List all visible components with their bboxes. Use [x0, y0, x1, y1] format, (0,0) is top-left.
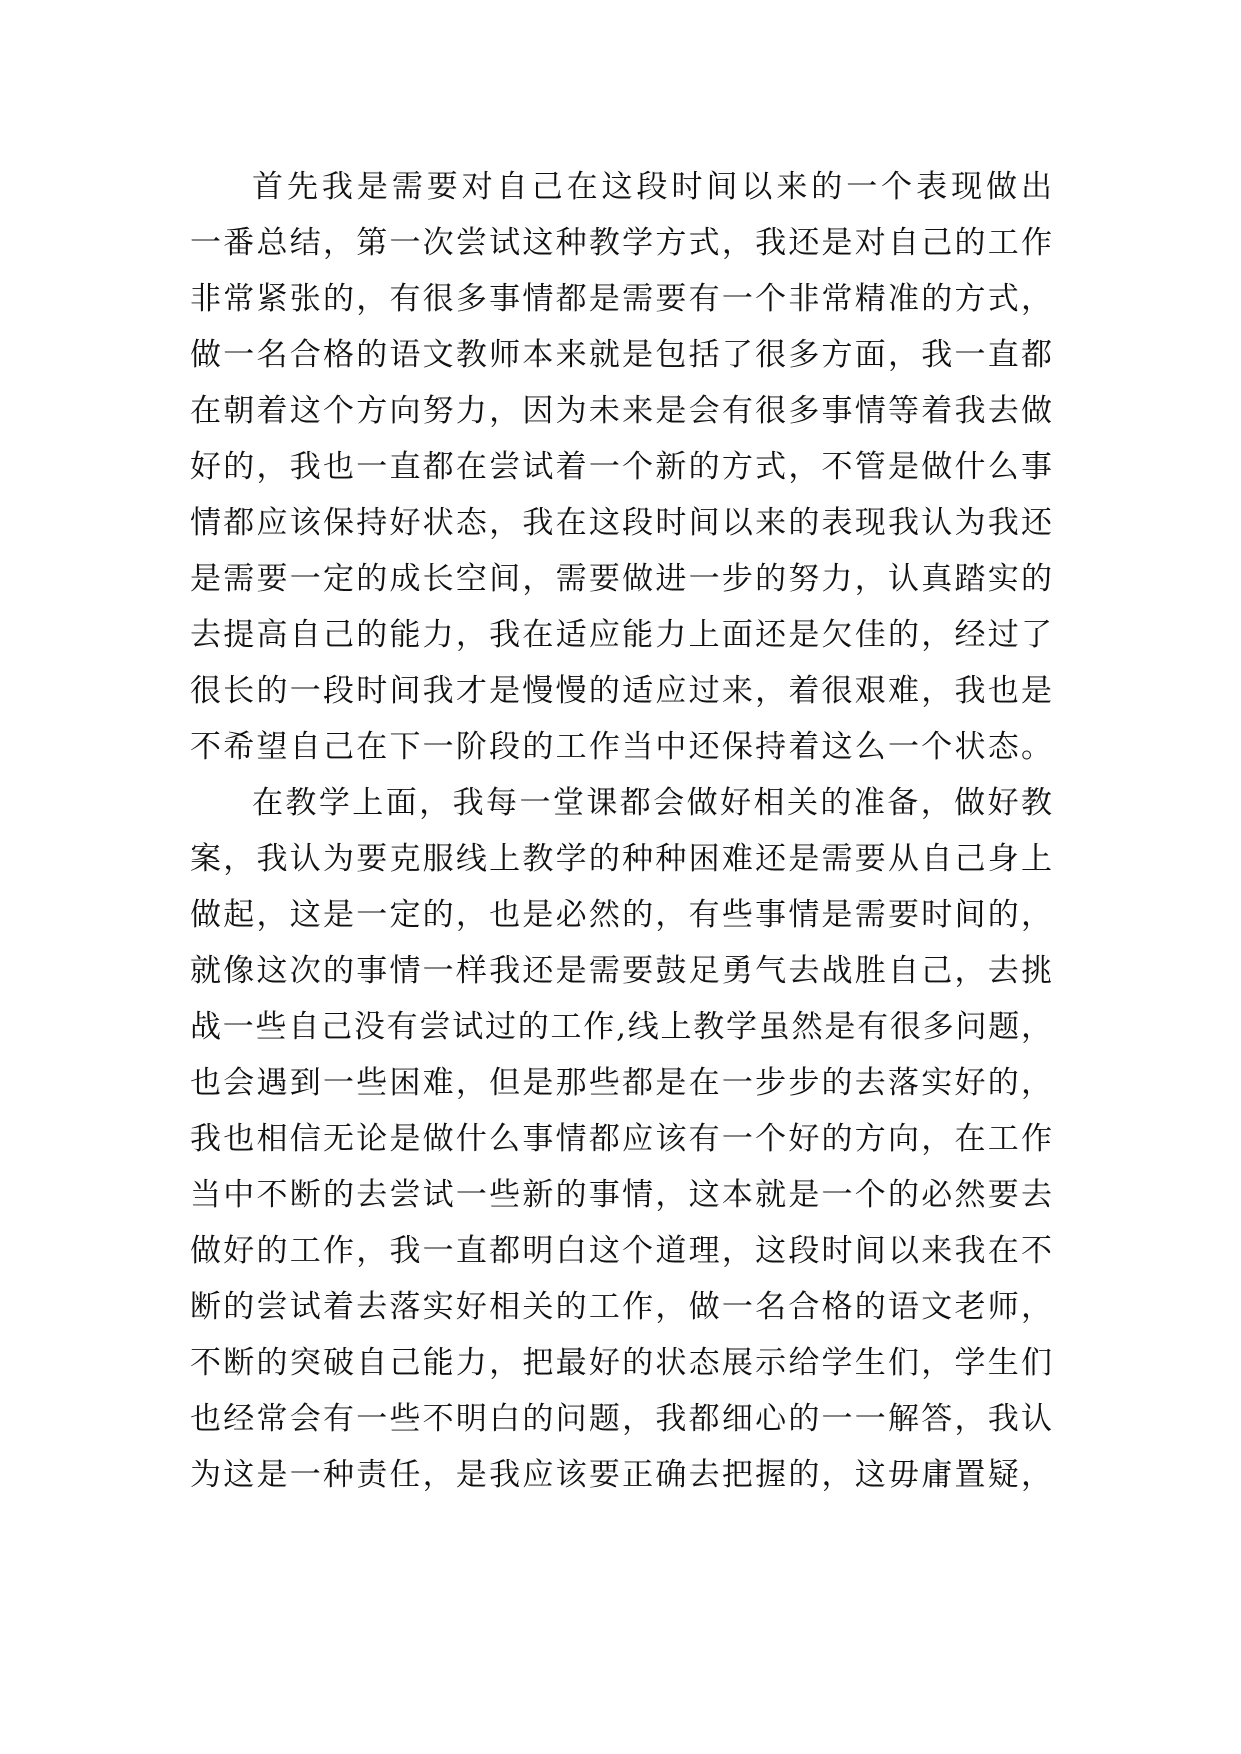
paragraph-line: 就像这次的事情一样我还是需要鼓足勇气去战胜自己，去挑	[190, 953, 1052, 989]
paragraph-line: 做起，这是一定的，也是必然的，有些事情是需要时间的，	[190, 897, 1052, 933]
paragraph-line: 非常紧张的，有很多事情都是需要有一个非常精准的方式，	[190, 281, 1052, 317]
paragraph-line: 案，我认为要克服线上教学的种种困难还是需要从自己身上	[190, 841, 1052, 877]
paragraph-line: 在朝着这个方向努力，因为未来是会有很多事情等着我去做	[190, 393, 1052, 429]
paragraph-line: 很长的一段时间我才是慢慢的适应过来，着很艰难，我也是	[190, 673, 1052, 709]
paragraph-1	[190, 159, 1052, 775]
paragraph-line: 也会遇到一些困难，但是那些都是在一步步的去落实好的，	[190, 1065, 1052, 1101]
paragraph-line: 去提高自己的能力，我在适应能力上面还是欠佳的，经过了	[190, 617, 1052, 653]
paragraph-line: 当中不断的去尝试一些新的事情，这本就是一个的必然要去	[190, 1177, 1052, 1213]
paragraph-line: 好的，我也一直都在尝试着一个新的方式，不管是做什么事	[190, 449, 1052, 485]
paragraph-line: 也经常会有一些不明白的问题，我都细心的一一解答，我认	[190, 1401, 1052, 1437]
paragraph-line: 一番总结，第一次尝试这种教学方式，我还是对自己的工作	[190, 225, 1052, 261]
paragraph-line: 为这是一种责任，是我应该要正确去把握的，这毋庸置疑，	[190, 1457, 1052, 1493]
document-body	[190, 159, 1052, 1503]
paragraph-2	[190, 775, 1052, 1503]
paragraph-line: 不希望自己在下一阶段的工作当中还保持着这么一个状态。	[190, 729, 1052, 765]
paragraph-line: 不断的突破自己能力，把最好的状态展示给学生们，学生们	[190, 1345, 1052, 1381]
paragraph-line: 首先我是需要对自己在这段时间以来的一个表现做出	[252, 169, 1052, 205]
paragraph-line: 做好的工作，我一直都明白这个道理，这段时间以来我在不	[190, 1233, 1052, 1269]
paragraph-line: 断的尝试着去落实好相关的工作，做一名合格的语文老师，	[190, 1289, 1052, 1325]
paragraph-line: 我也相信无论是做什么事情都应该有一个好的方向，在工作	[190, 1121, 1052, 1157]
paragraph-line: 是需要一定的成长空间，需要做进一步的努力，认真踏实的	[190, 561, 1052, 597]
paragraph-line: 情都应该保持好状态，我在这段时间以来的表现我认为我还	[190, 505, 1052, 541]
paragraph-line: 在教学上面，我每一堂课都会做好相关的准备，做好教	[252, 785, 1052, 821]
paragraph-line: 做一名合格的语文教师本来就是包括了很多方面，我一直都	[190, 337, 1052, 373]
paragraph-line: 战一些自己没有尝试过的工作,线上教学虽然是有很多问题，	[190, 1009, 1052, 1045]
